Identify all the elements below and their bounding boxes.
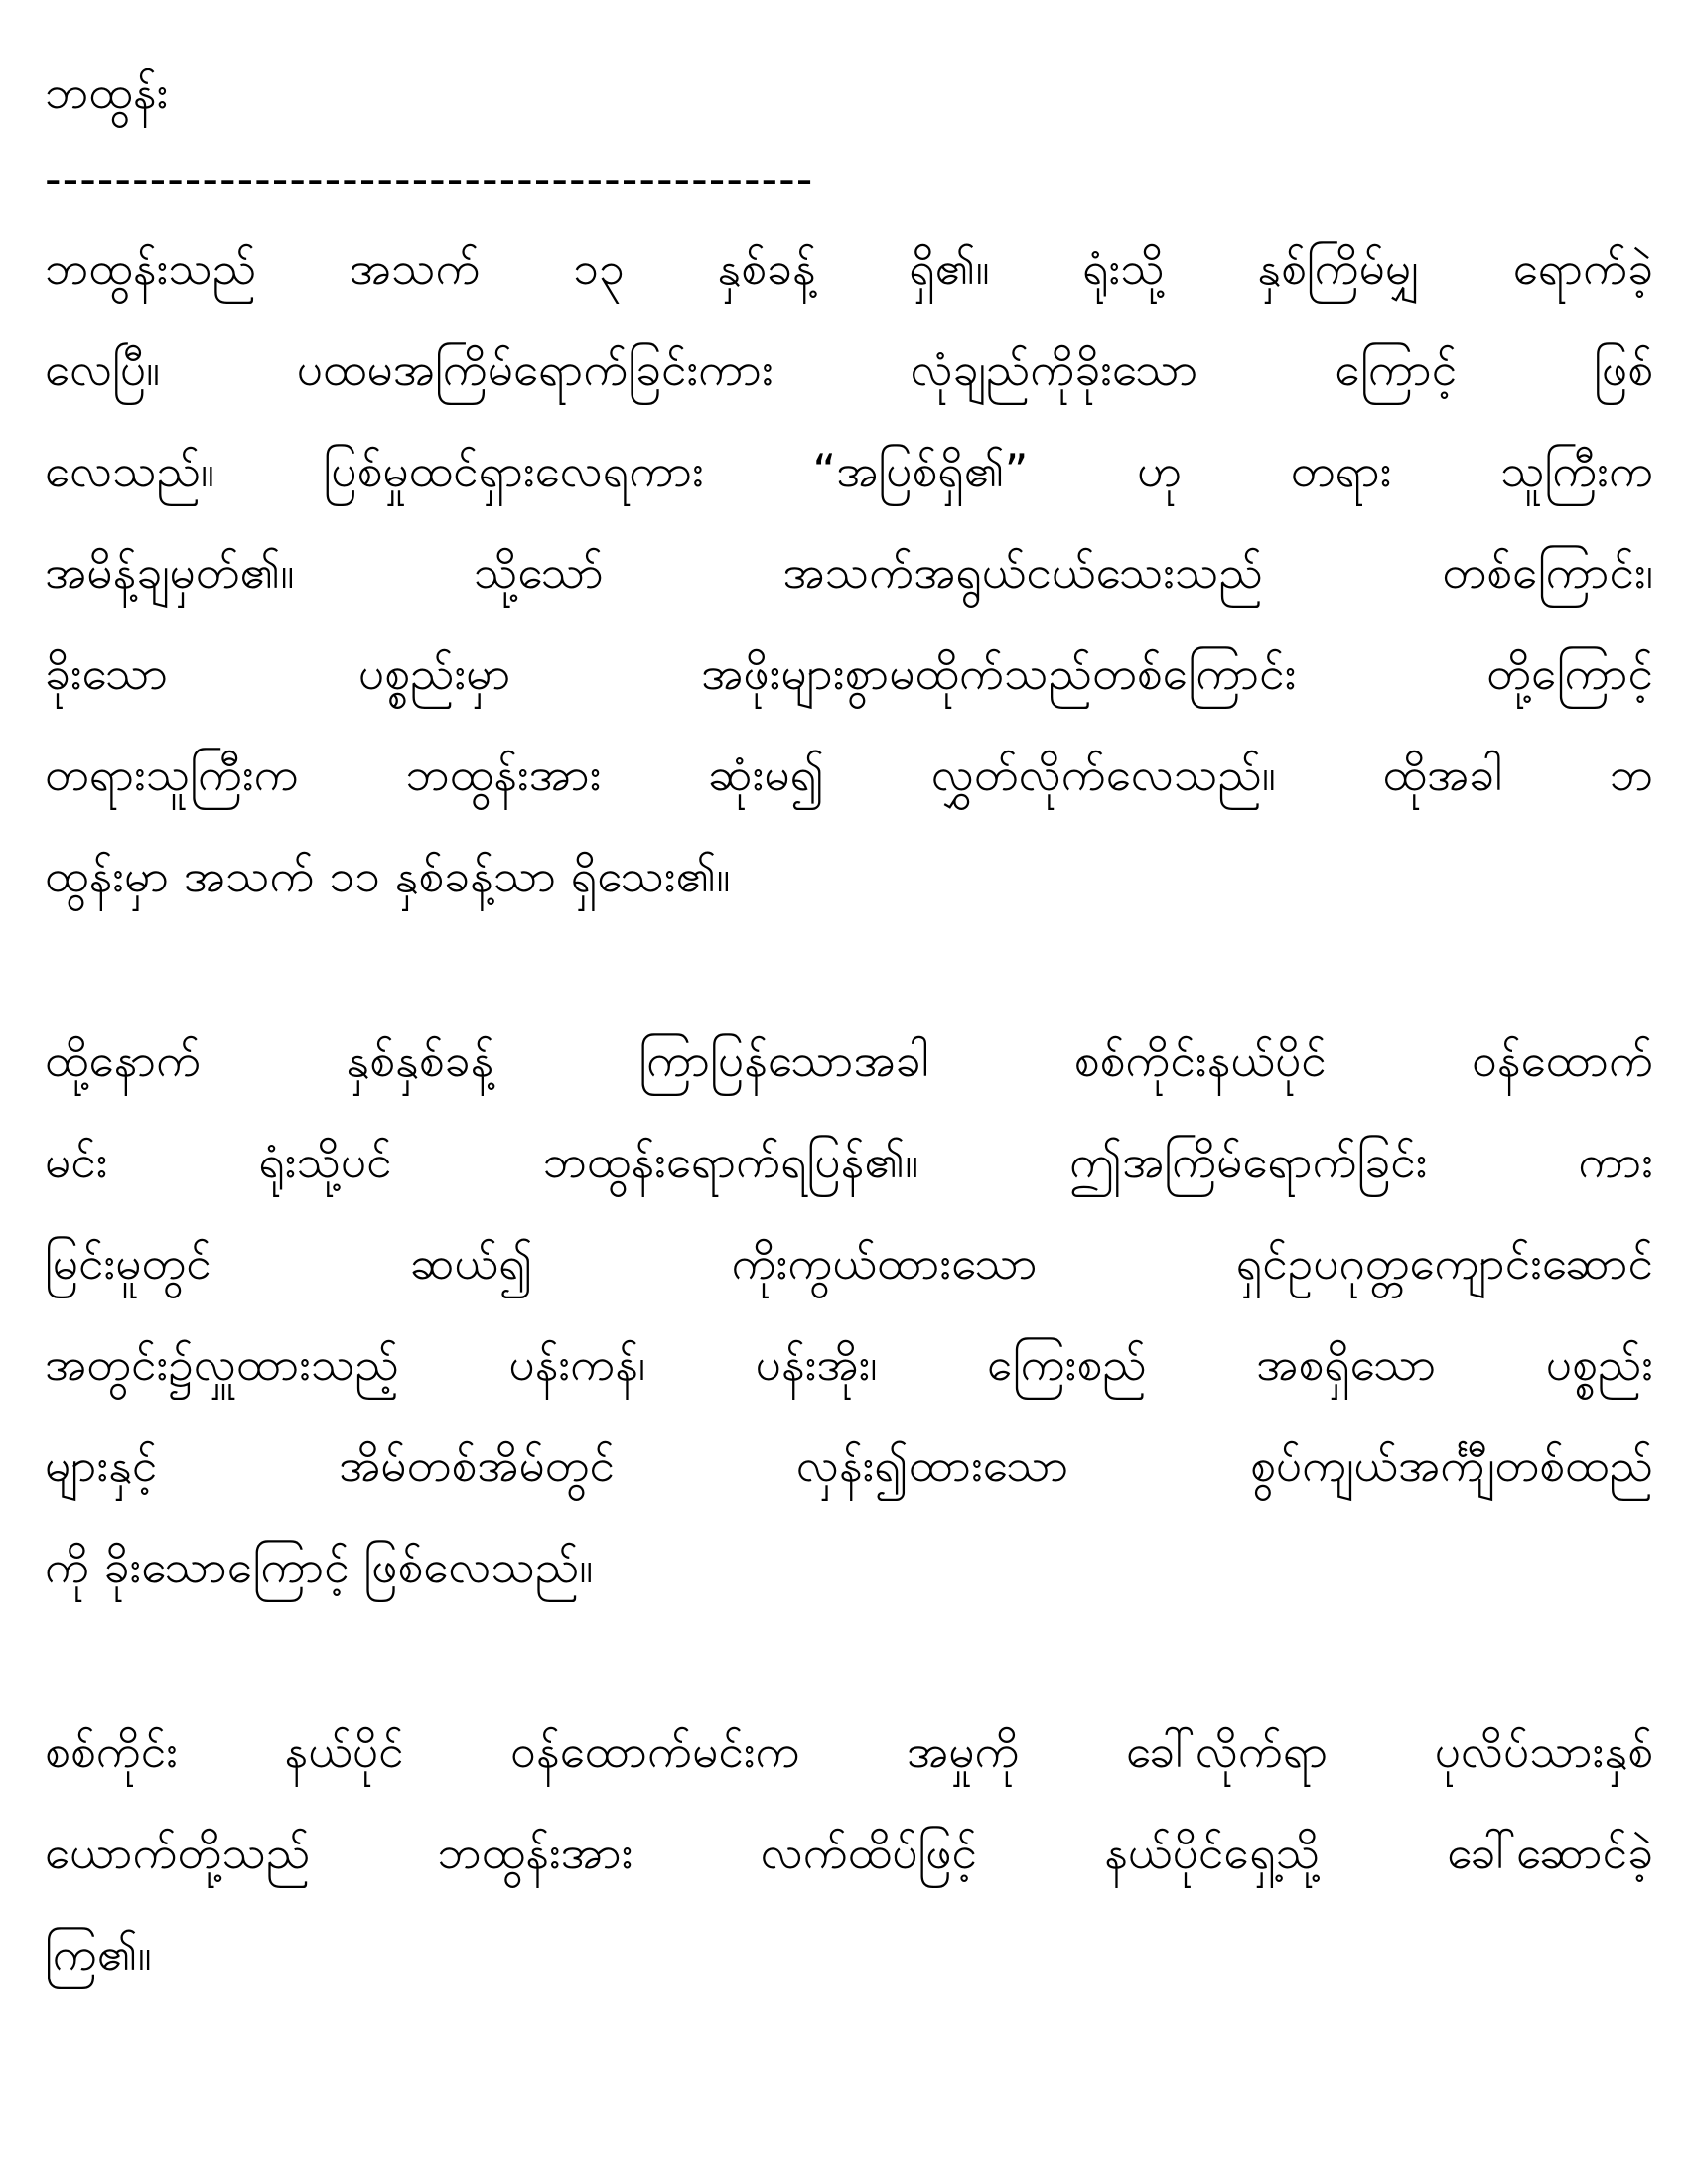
paragraph-line: စစ်ကိုင်း နယ်ပိုင် ဝန်ထောက်မင်းက အမှုကို ခေါ်လိုက်ရာ ပုလိပ်သားနှစ် (45, 1724, 1653, 1778)
paragraph-line: လေသည်။ ပြစ်မှုထင်ရှားလေရကား “အပြစ်ရှိ၏” ဟု တရား သူကြီးက (45, 444, 1653, 497)
paragraph-line: ခိုးသော ပစ္စည်းမှာ အဖိုးများစွာမထိုက်သည်တစ်ကြောင်း တို့ကြောင့် (45, 646, 1653, 700)
document-page (45, 45, 1653, 2004)
title-divider: -------------------------------------------- (45, 152, 814, 205)
paragraph-gap (45, 1617, 1653, 1701)
paragraph-line: လေပြီ။ ပထမအကြိမ်ရောက်ခြင်းကား လုံချည်ကိုခိုးသော ကြောင့် ဖြစ် (45, 342, 1653, 396)
paragraph-line: တရားသူကြီးက ဘထွန်းအား ဆုံးမ၍ လွှတ်လိုက်လေသည်။ ထိုအခါ ဘ (45, 748, 1653, 801)
paragraph-line: ထွန်းမှာ အသက် ၁၁ နှစ်ခန့်သာ ရှိသေး၏။ (45, 849, 731, 902)
paragraph-3 (45, 1701, 1653, 2004)
paragraph-line: အမိန့်ချမှတ်၏။ သို့သော် အသက်အရွယ်ငယ်သေးသည် တစ်ကြောင်း၊ (45, 545, 1653, 599)
paragraph-1 (45, 217, 1653, 926)
paragraph-line: ဘထွန်းသည် အသက် ၁၃ နှစ်ခန့် ရှိ၏။ ရုံးသို့ နှစ်ကြိမ်မျှ ရောက်ခဲ့ (45, 241, 1653, 295)
paragraph-line: မြင်းမူတွင် ဆယ်၍ ကိုးကွယ်ထားသော ရှင်ဥပဂုတ္တကျောင်းဆောင် (45, 1236, 1653, 1290)
paragraph-gap (45, 926, 1653, 1010)
paragraph-line: ကို ခိုးသောကြောင့် ဖြစ်လေသည်။ (45, 1540, 594, 1593)
paragraph-2 (45, 1010, 1653, 1617)
paragraph-line: ထို့နောက် နှစ်နှစ်ခန့် ကြာပြန်သောအခါ စစ်ကိုင်းနယ်ပိုင် ဝန်ထောက် (45, 1033, 1653, 1087)
paragraph-line: ယောက်တို့သည် ဘထွန်းအား လက်ထိပ်ဖြင့် နယ်ပိုင်ရှေ့သို့ ခေါ်ဆောင်ခဲ့ (45, 1826, 1653, 1879)
document-title: ဘထွန်း (45, 66, 169, 119)
paragraph-line: များနှင့် အိမ်တစ်အိမ်တွင် လှန်း၍ထားသော စွပ်ကျယ်အင်္ကျီတစ်ထည် (45, 1438, 1653, 1492)
paragraph-line: ကြ၏။ (45, 1927, 152, 1980)
paragraph-line: မင်း ရုံးသို့ပင် ဘထွန်းရောက်ရပြန်၏။ ဤအကြိမ်ရောက်ခြင်း ကား (45, 1135, 1653, 1188)
paragraph-line: အတွင်း၌လှူထားသည့် ပန်းကန်၊ ပန်းအိုး၊ ကြေးစည် အစရှိသော ပစ္စည်း (45, 1337, 1653, 1391)
